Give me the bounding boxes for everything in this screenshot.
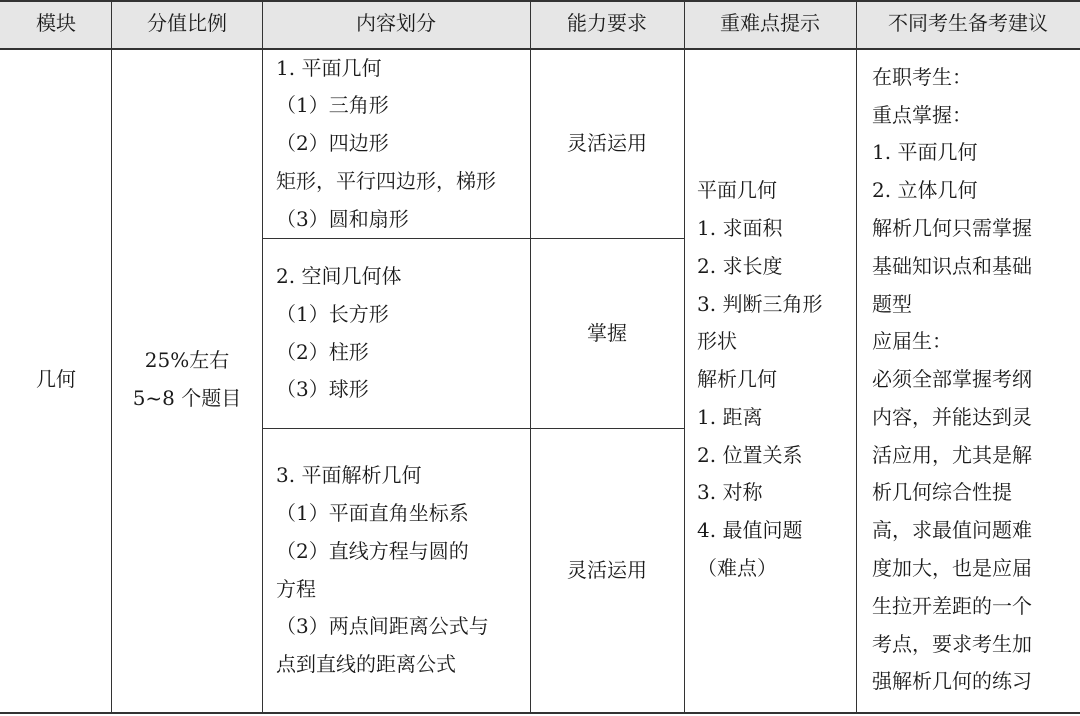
header-key-points: 重难点提示 (684, 0, 856, 48)
advice-line: 基础知识点和基础 (872, 253, 1032, 278)
content-line: （3）圆和扇形 (276, 206, 409, 231)
content-line: 2. 空间几何体 (276, 263, 402, 288)
content-line: （2）柱形 (276, 339, 369, 364)
content-cell-analytic-geometry (262, 429, 530, 712)
advice-line: 考点，要求考生加 (872, 631, 1032, 656)
key-point-line: 3. 对称 (697, 480, 763, 505)
advice-line: 强解析几何的练习 (872, 669, 1032, 694)
content-line: （2）直线方程与圆的 (276, 538, 469, 563)
advice-line: 析几何综合性提 (872, 480, 1012, 505)
score-count: 5~8 个题目 (132, 386, 242, 410)
advice-line: 应届生： (872, 329, 952, 354)
row-divider-1 (262, 238, 684, 239)
content-line: 点到直线的距离公式 (276, 652, 456, 677)
advice-line: 生拉开差距的一个 (872, 593, 1032, 618)
header-score: 分值比例 (112, 0, 262, 48)
content-line: 3. 平面解析几何 (276, 463, 422, 488)
score-percent: 25%左右 (144, 348, 230, 373)
content-line: （1）平面直角坐标系 (276, 500, 469, 525)
advice-cell (856, 48, 1080, 712)
score-cell (112, 48, 262, 712)
key-point-line: 1. 求面积 (697, 215, 783, 240)
advice-line: 解析几何只需掌握 (872, 215, 1032, 240)
header-module: 模块 (0, 0, 112, 48)
module-cell: 几何 (36, 367, 76, 392)
key-point-line: 2. 位置关系 (697, 442, 803, 467)
content-line: 方程 (276, 576, 316, 601)
advice-line: 1. 平面几何 (872, 140, 978, 165)
key-point-line: 平面几何 (697, 178, 777, 203)
col-divider-5 (856, 0, 857, 714)
ability-cell-3: 灵活运用 (567, 557, 647, 582)
content-line: 1. 平面几何 (276, 55, 382, 80)
col-divider-3 (530, 0, 531, 714)
advice-line: 在职考生： (872, 64, 972, 89)
header-ability: 能力要求 (530, 0, 684, 48)
content-line: （2）四边形 (276, 131, 389, 156)
content-line: 矩形，平行四边形，梯形 (276, 168, 496, 193)
advice-line: 题型 (872, 291, 912, 316)
advice-line: 必须全部掌握考纲 (872, 367, 1032, 392)
ability-cell-1: 灵活运用 (567, 131, 647, 156)
content-line: （1）三角形 (276, 93, 389, 118)
col-divider-2 (262, 0, 263, 714)
header-advice: 不同考生备考建议 (856, 0, 1080, 48)
key-point-line: （难点） (697, 556, 777, 581)
header-content: 内容划分 (262, 0, 530, 48)
advice-line: 2. 立体几何 (872, 178, 978, 203)
key-point-line: 形状 (697, 329, 737, 354)
ability-cell-2: 掌握 (587, 320, 627, 345)
row-divider-2 (262, 428, 684, 429)
table-top-border (0, 0, 1080, 2)
key-point-line: 解析几何 (697, 367, 777, 392)
content-cell-solid-geometry (262, 239, 530, 428)
advice-line: 内容，并能达到灵 (872, 404, 1032, 429)
key-point-line: 3. 判断三角形 (697, 291, 823, 316)
col-divider-1 (111, 0, 112, 714)
advice-line: 度加大，也是应届 (872, 556, 1032, 581)
content-cell-plane-geometry (262, 50, 530, 238)
advice-line: 活应用，尤其是解 (872, 442, 1032, 467)
key-points-cell (684, 48, 856, 712)
col-divider-4 (684, 0, 685, 714)
content-line: （1）长方形 (276, 301, 389, 326)
key-point-line: 2. 求长度 (697, 253, 783, 278)
key-point-line: 4. 最值问题 (697, 518, 803, 543)
content-line: （3）球形 (276, 377, 369, 402)
key-point-line: 1. 距离 (697, 404, 763, 429)
advice-line: 高，求最值问题难 (872, 518, 1032, 543)
table-bottom-border (0, 712, 1080, 714)
content-line: （3）两点间距离公式与 (276, 614, 489, 639)
header-bottom-border (0, 48, 1080, 50)
advice-line: 重点掌握： (872, 102, 972, 127)
